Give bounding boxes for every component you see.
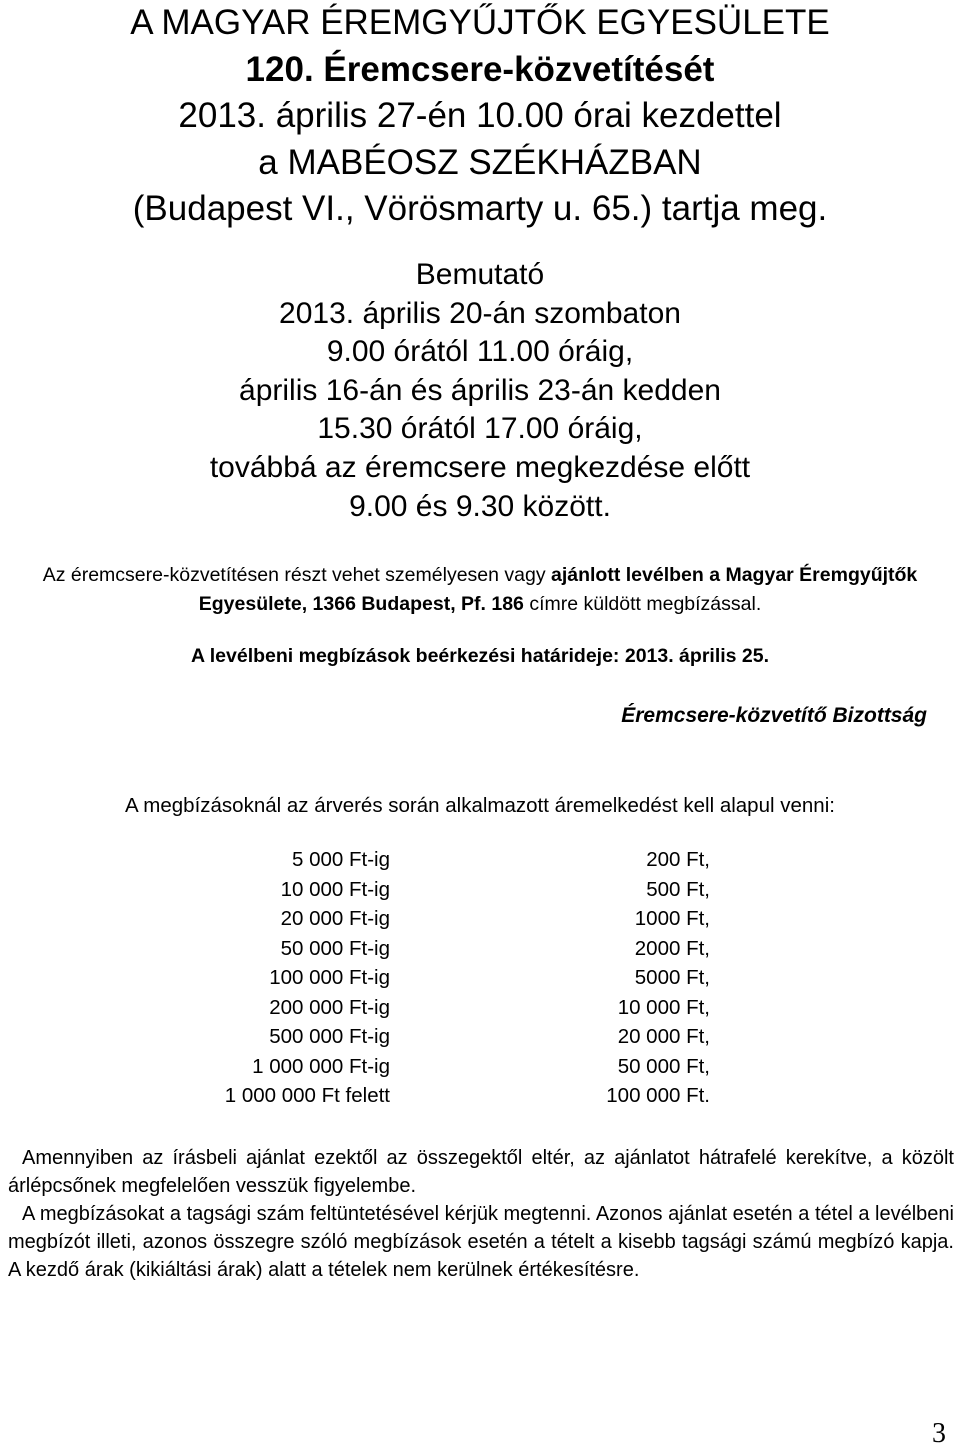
page-number: 3	[932, 1418, 946, 1449]
preview-title: Bemutató	[415, 258, 545, 291]
terms-text	[8, 1144, 954, 1284]
increment-row	[0, 1055, 960, 1085]
deadline-notice: A levélbeni megbízások beérkezési határideje: 2013. április 25.	[190, 645, 770, 667]
preview-line: 15.30 órától 17.00 óráig,	[317, 412, 643, 446]
price-step: 20 000 Ft,	[617, 1025, 710, 1048]
event-venue: a MABÉOSZ SZÉKHÁZBAN	[258, 142, 702, 182]
event-date: 2013. április 27-én 10.00 órai kezdettel	[178, 96, 782, 135]
participation-text: Az éremcsere-közvetítésen részt vehet személyesen vagy	[42, 564, 551, 586]
committee-signature: Éremcsere-közvetítő Bizottság	[621, 704, 927, 727]
price-step: 10 000 Ft,	[617, 995, 710, 1019]
increment-row	[0, 878, 960, 908]
price-step: 5000 Ft,	[634, 966, 710, 989]
price-range: 20 000 Ft-ig	[280, 907, 390, 930]
price-range: 10 000 Ft-ig	[280, 877, 390, 901]
participation-text-end: címre küldött megbízással.	[523, 593, 762, 615]
preview-line: április 16-án és április 23-án kedden	[239, 373, 721, 407]
participation-address: ajánlott levélben a Magyar Éremgyűjtők Egyesülete, 1366 Budapest, Pf. 186	[198, 564, 918, 615]
increment-row	[0, 966, 960, 996]
society-name: A MAGYAR ÉREMGYŰJTŐK EGYESÜLETE	[130, 3, 830, 42]
increment-row	[0, 1025, 960, 1055]
increment-table	[0, 848, 960, 1114]
price-step: 2000 Ft,	[634, 936, 710, 960]
price-range: 1 000 000 Ft-ig	[252, 1054, 390, 1078]
terms-paragraph: Amennyiben az írásbeli ajánlat ezektől az összegektől eltér, az ajánlatot hátrafelé kerekítve, a közölt árlépcsőnek megfelelően vesszük figyelembe.	[8, 1147, 954, 1197]
price-range: 200 000 Ft-ig	[269, 995, 390, 1019]
price-step: 200 Ft,	[646, 848, 710, 871]
increment-row	[0, 937, 960, 967]
price-step: 50 000 Ft,	[617, 1054, 710, 1078]
price-range: 100 000 Ft-ig	[269, 966, 390, 989]
participation-paragraph	[10, 561, 950, 619]
price-step: 1000 Ft,	[634, 907, 710, 930]
price-range: 5 000 Ft-ig	[292, 848, 390, 871]
event-title: 120. Éremcsere-közvetítését	[245, 49, 715, 89]
announcement-header	[0, 0, 960, 233]
price-range: 500 000 Ft-ig	[269, 1025, 390, 1048]
increment-row	[0, 848, 960, 878]
increment-row	[0, 996, 960, 1026]
increment-rule-intro: A megbízásoknál az árverés során alkalmazott áremelkedést kell alapul venni:	[125, 794, 835, 817]
price-range: 50 000 Ft-ig	[280, 936, 390, 960]
price-step: 500 Ft,	[646, 877, 710, 901]
price-step: 100 000 Ft.	[606, 1084, 710, 1107]
preview-line: 9.00 és 9.30 között.	[349, 489, 611, 523]
increment-row	[0, 907, 960, 937]
price-range: 1 000 000 Ft felett	[224, 1084, 390, 1107]
preview-line: továbbá az éremcsere megkezdése előtt	[209, 450, 751, 484]
event-address: (Budapest VI., Vörösmarty u. 65.) tartja meg.	[132, 189, 828, 228]
preview-line: 2013. április 20-án szombaton	[279, 296, 681, 330]
preview-schedule	[0, 256, 960, 526]
terms-paragraph: A megbízásokat a tagsági szám feltüntetésével kérjük megtenni. Azonos ajánlat esetén a tétel a levélbeni megbízót illeti, azonos összegre szóló megbízások esetén a tételt a kisebb tagsági számú megbízó kapja. A kezdő árak (kikiáltási árak) alatt a tételek nem kerülnek értékesítésre.	[8, 1203, 954, 1281]
increment-row	[0, 1084, 960, 1114]
preview-line: 9.00 órától 11.00 óráig,	[326, 335, 634, 369]
